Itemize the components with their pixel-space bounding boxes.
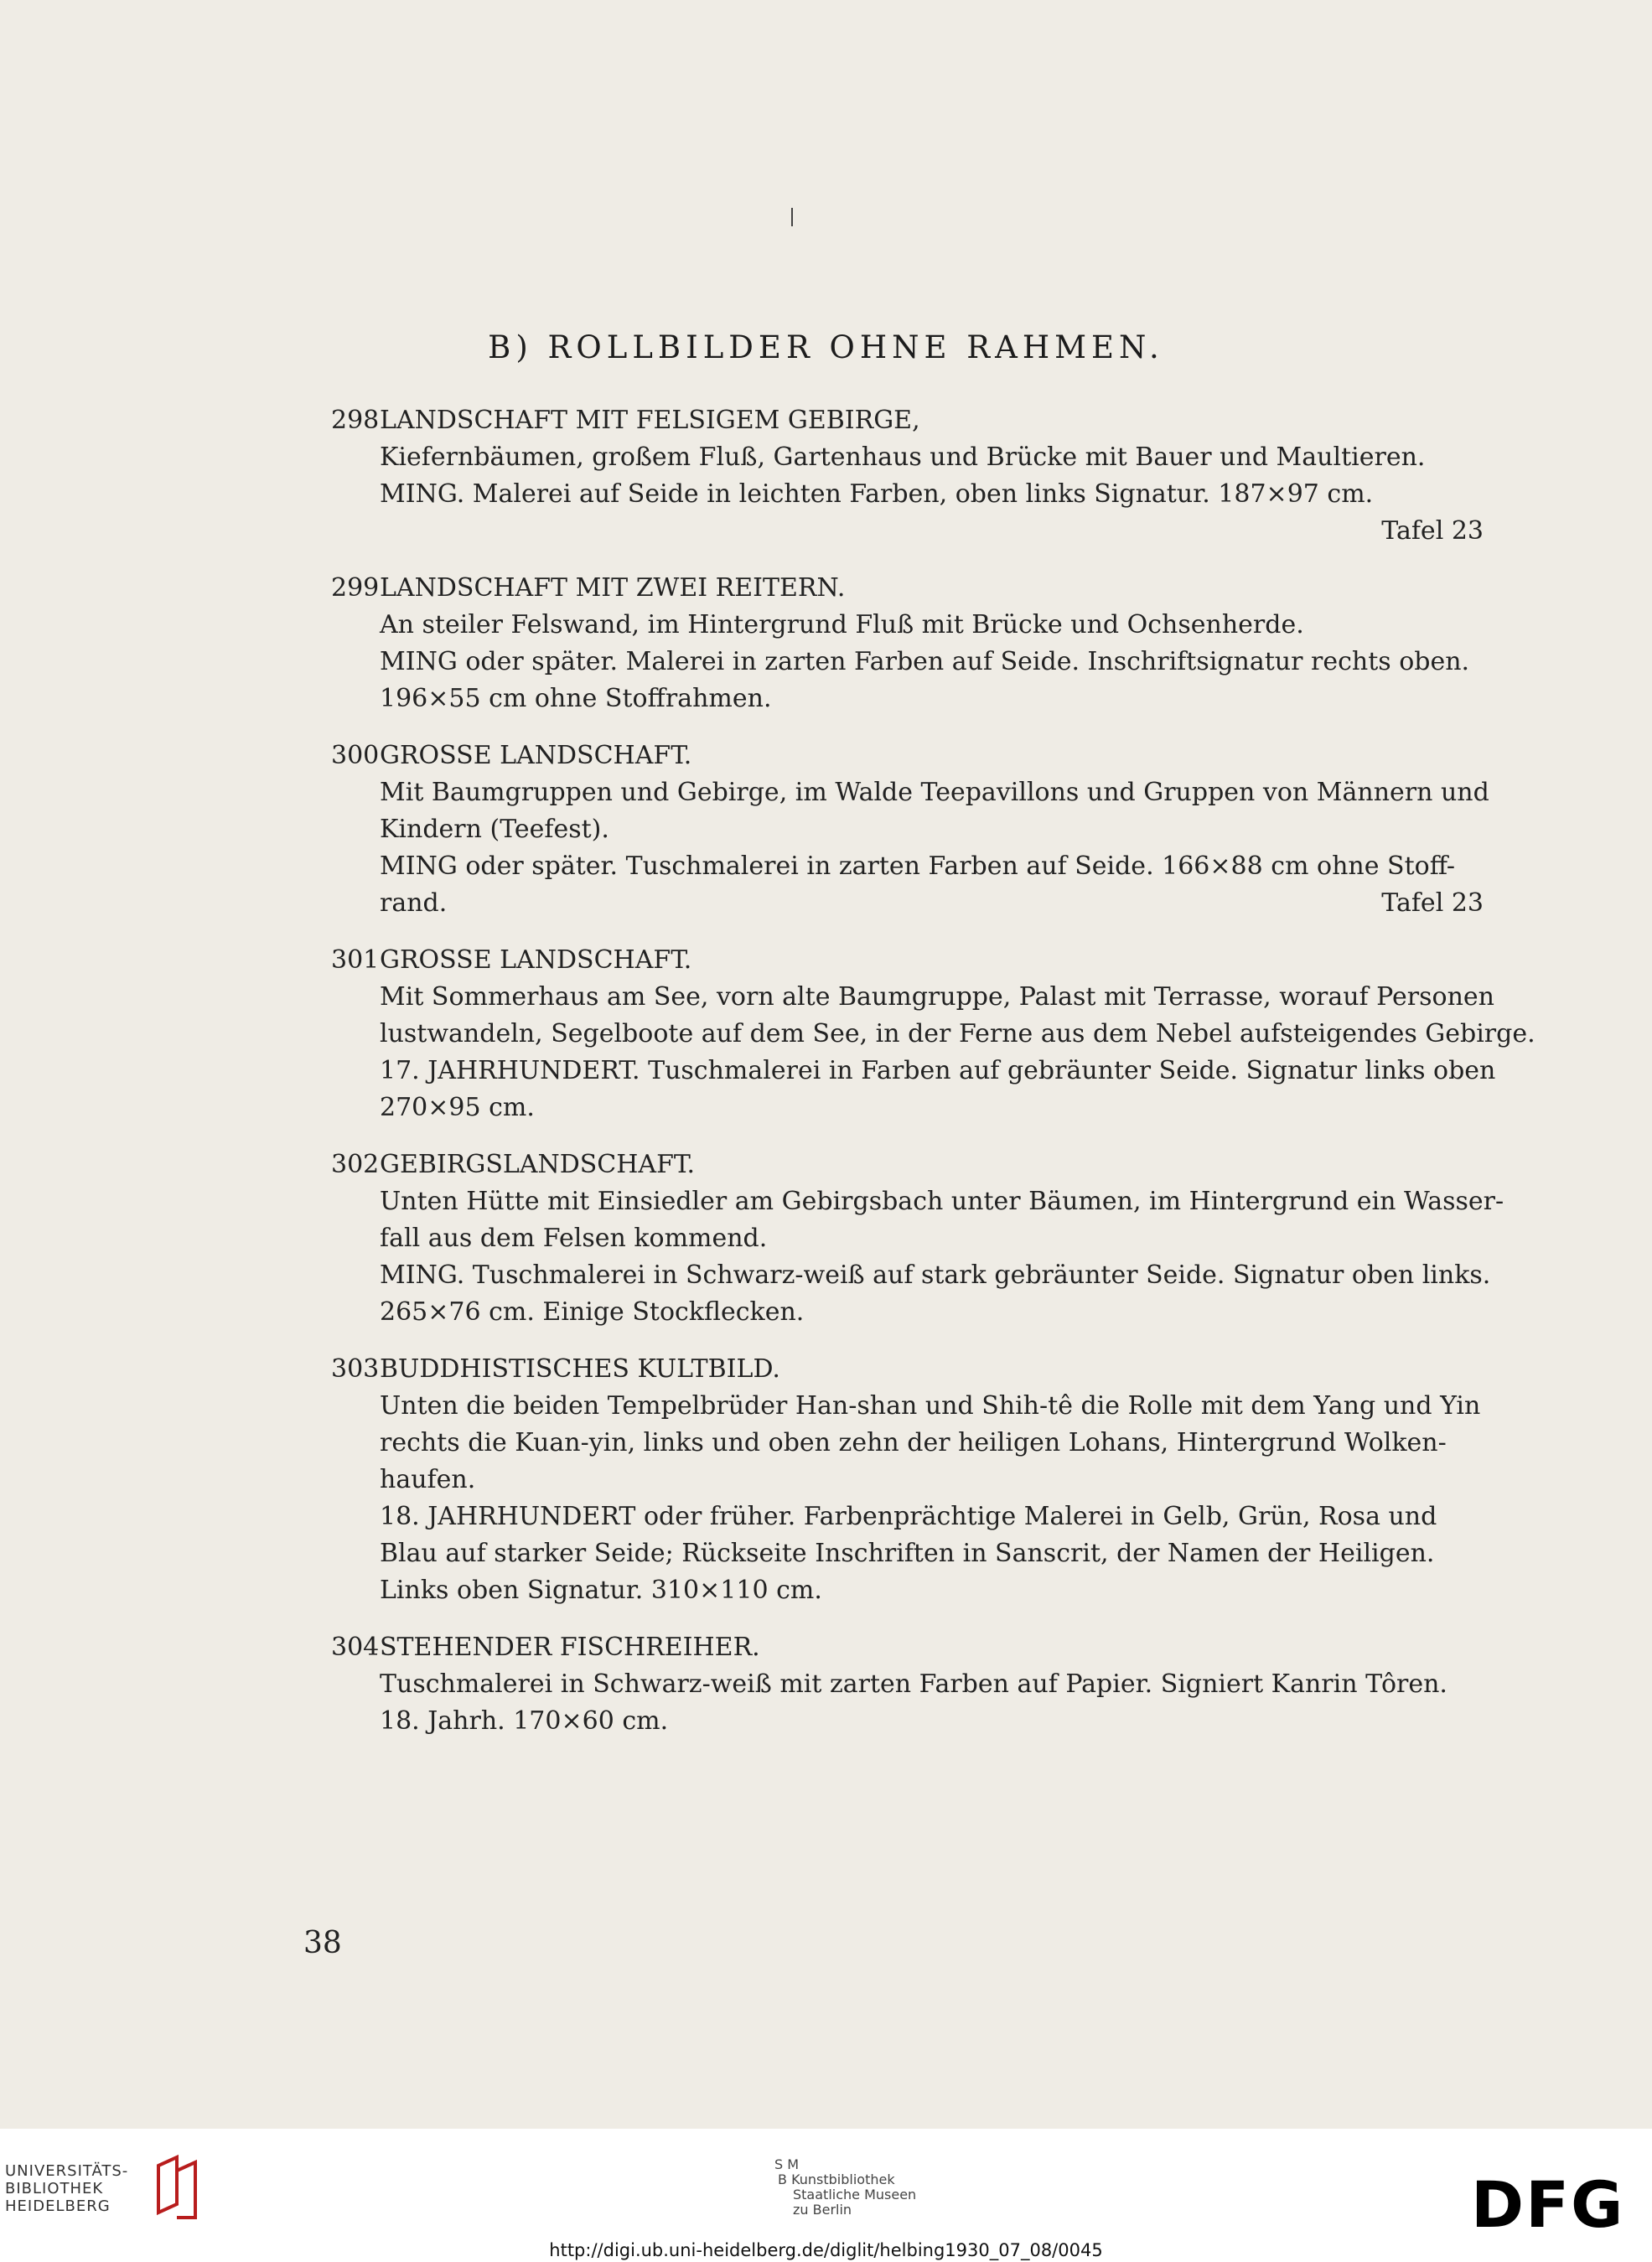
- entry-title: STEHENDER FISCHREIHER.: [380, 1633, 760, 1662]
- catalog-entry: [331, 570, 1484, 717]
- entry-line: Kindern (Teefest).: [380, 815, 609, 844]
- page-number: 38: [303, 1926, 342, 1960]
- entry-title: GROSSE LANDSCHAFT.: [380, 741, 692, 770]
- digitization-footer: [0, 2129, 1652, 2262]
- entry-number: 301: [331, 945, 380, 975]
- section-heading: B) ROLLBILDER OHNE RAHMEN.: [488, 329, 1164, 365]
- entry-line: Mit Sommerhaus am See, vorn alte Baumgruppe, Palast mit Terrasse, worauf Personen: [380, 982, 1494, 1012]
- catalog-entry: [331, 402, 1484, 550]
- entry-line: MING oder später. Tuschmalerei in zarten Farben auf Seide. 166×88 cm ohne Stoff-: [380, 851, 1456, 881]
- entry-title: LANDSCHAFT MIT FELSIGEM GEBIRGE,: [380, 406, 920, 435]
- entry-title: GROSSE LANDSCHAFT.: [380, 945, 692, 975]
- entry-line: Blau auf starker Seide; Rückseite Inschriften in Sanscrit, der Namen der Heiligen.: [380, 1539, 1435, 1568]
- entry-line: 196×55 cm ohne Stoffrahmen.: [380, 684, 772, 713]
- catalog-entries: [331, 402, 1535, 1760]
- library-name[interactable]: UNIVERSITÄTS- BIBLIOTHEK HEIDELBERG: [5, 2162, 129, 2215]
- catalog-entry: [331, 1351, 1484, 1609]
- entry-line: 17. JAHRHUNDERT. Tuschmalerei in Farben auf gebräunter Seide. Signatur links oben: [380, 1056, 1496, 1085]
- entry-line: 265×76 cm. Einige Stockflecken.: [380, 1297, 805, 1327]
- entry-title: BUDDHISTISCHES KULTBILD.: [380, 1354, 780, 1384]
- entry-line: Unten Hütte mit Einsiedler am Gebirgsbach unter Bäumen, im Hintergrund ein Wasser-: [380, 1187, 1504, 1216]
- entry-line: Tuschmalerei in Schwarz-weiß mit zarten Farben auf Papier. Signiert Kanrin Tôren.: [380, 1669, 1447, 1699]
- entry-line: rechts die Kuan-yin, links und oben zehn der heiligen Lohans, Hintergrund Wolken-: [380, 1428, 1447, 1457]
- catalog-entry: [331, 1629, 1484, 1740]
- entry-title: GEBIRGSLANDSCHAFT.: [380, 1150, 696, 1179]
- entry-line: MING. Malerei auf Seide in leichten Farben, oben links Signatur. 187×97 cm.: [380, 479, 1374, 509]
- entry-number: 304: [331, 1633, 380, 1662]
- plate-reference: Tafel 23: [1381, 516, 1484, 546]
- entry-line: MING. Tuschmalerei in Schwarz-weiß auf stark gebräunter Seide. Signatur oben links.: [380, 1260, 1491, 1290]
- entry-number: 299: [331, 573, 380, 603]
- museum-credit[interactable]: S M B Kunstbibliothek Staatliche Museen zu Berlin: [774, 2156, 917, 2218]
- entry-line: 18. Jahrh. 170×60 cm.: [380, 1706, 669, 1736]
- entry-line: An steiler Felswand, im Hintergrund Fluß mit Brücke und Ochsenherde.: [380, 610, 1304, 639]
- entry-line: Mit Baumgruppen und Gebirge, im Walde Teepavillons und Gruppen von Männern und: [380, 778, 1489, 807]
- entry-line: fall aus dem Felsen kommend.: [380, 1224, 768, 1253]
- entry-line: MING oder später. Malerei in zarten Farben auf Seide. Inschriftsignatur rechts oben.: [380, 647, 1470, 676]
- dfg-logo[interactable]: DFG: [1471, 2167, 1625, 2242]
- entry-line: Kiefernbäumen, großem Fluß, Gartenhaus und Brücke mit Bauer und Maultieren.: [380, 443, 1426, 472]
- entry-number: 302: [331, 1150, 380, 1179]
- page-url[interactable]: http://digi.ub.uni-heidelberg.de/diglit/helbing1930_07_08/0045: [549, 2240, 1103, 2260]
- entry-number: 300: [331, 741, 380, 770]
- catalog-entry: [331, 738, 1489, 922]
- entry-line: Links oben Signatur. 310×110 cm.: [380, 1576, 822, 1605]
- pencil-mark: [791, 208, 793, 226]
- entry-number: 298: [331, 406, 380, 435]
- catalog-entry: [331, 942, 1535, 1126]
- entry-line: haufen.: [380, 1465, 476, 1494]
- entry-line: Unten die beiden Tempelbrüder Han-shan und Shih-tê die Rolle mit dem Yang und Yin: [380, 1391, 1481, 1421]
- entry-line: lustwandeln, Segelboote auf dem See, in der Ferne aus dem Nebel aufsteigendes Gebirge.: [380, 1019, 1535, 1048]
- entry-line: rand.: [380, 888, 448, 918]
- entry-line: 18. JAHRHUNDERT oder früher. Farbenprächtige Malerei in Gelb, Grün, Rosa und: [380, 1502, 1437, 1531]
- entry-number: 303: [331, 1354, 380, 1384]
- entry-line: 270×95 cm.: [380, 1093, 535, 1122]
- plate-reference: Tafel 23: [1381, 888, 1484, 918]
- library-logo-icon[interactable]: [152, 2154, 202, 2221]
- entry-title: LANDSCHAFT MIT ZWEI REITERN.: [380, 573, 846, 603]
- catalog-entry: [331, 1147, 1504, 1331]
